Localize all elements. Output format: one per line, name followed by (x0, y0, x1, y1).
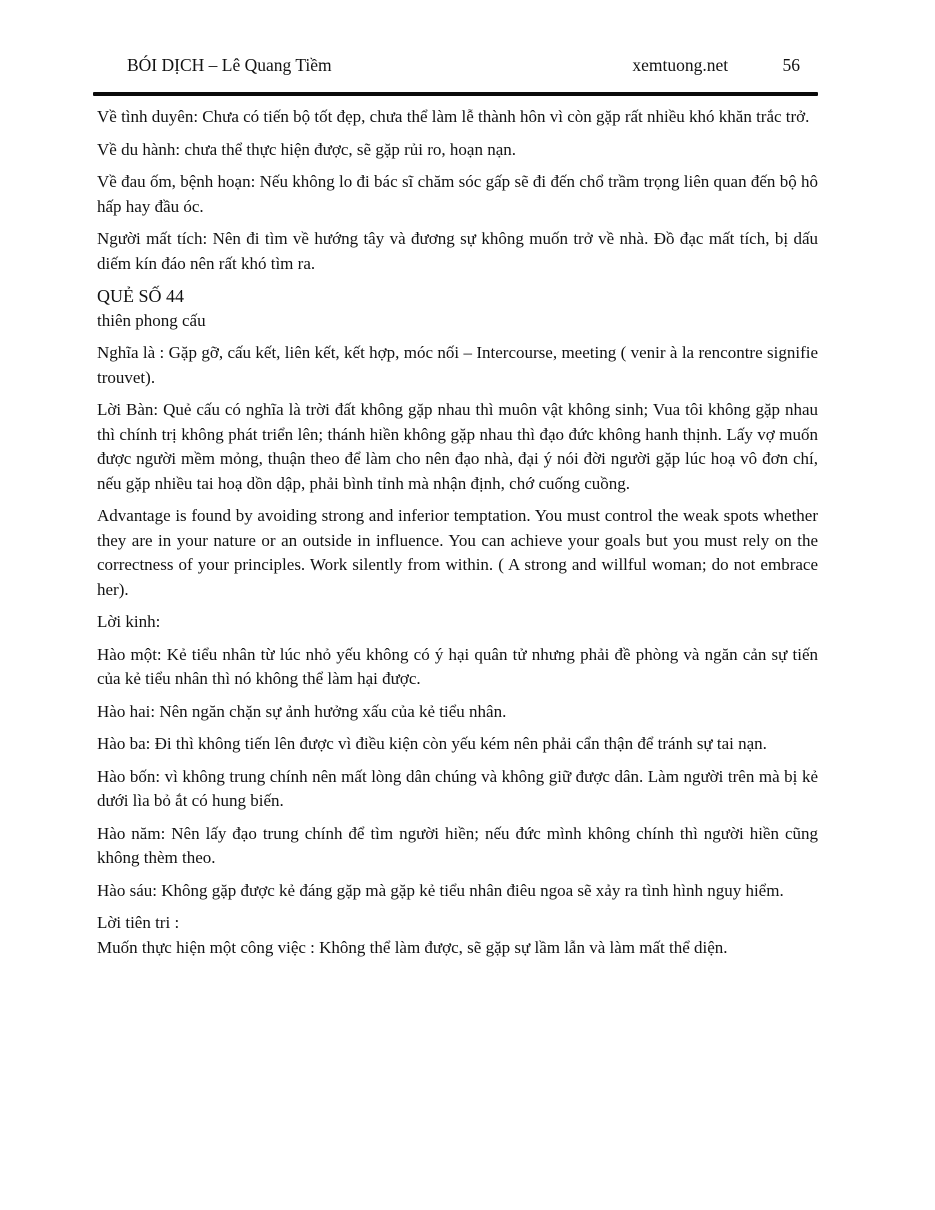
paragraph-love: Về tình duyên: Chưa có tiến bộ tốt đẹp, chưa thể làm lễ thành hôn vì còn gặp rất nhiều khó khăn trắc trở. (97, 107, 810, 126)
prophecy-text: Muốn thực hiện một công việc : Không thể làm được, sẽ gặp sự lầm lẫn và làm mất thể diện. (97, 937, 728, 957)
hexagram-name-subheading: thiên phong cấu (97, 310, 206, 330)
document-title: BÓI DỊCH – Lê Quang Tiềm (127, 55, 332, 75)
paragraph-travel: Về du hành: chưa thể thực hiện được, sẽ gặp rủi ro, hoạn nạn. (97, 139, 517, 159)
section-heading-block (97, 284, 818, 333)
paragraph-line-one: Hào một: Kẻ tiểu nhân từ lúc nhỏ yếu không có ý hại quân tử nhưng phải đề phòng và ngăn cản sự tiến của kẻ tiểu nhân thì nó không thể làm hại được. (97, 644, 818, 688)
site-name: xemtuong.net (632, 55, 729, 75)
paragraph-english-advice: Advantage is found by avoiding strong and inferior temptation. You must control the weak spots whether they are in your nature or an outside in influence. You can achieve your goals but you must rely on the correctness of your principles. Work silently from within. ( A strong and willful woman; do not embrace her). (97, 506, 818, 599)
paragraph-line-six: Hào sáu: Không gặp được kẻ đáng gặp mà gặp kẻ tiểu nhân điêu ngoa sẽ xảy ra tình hình nguy hiểm. (97, 880, 784, 900)
header-right-group (632, 54, 800, 76)
paragraph-line-five: Hào năm: Nên lấy đạo trung chính để tìm người hiền; nếu đức mình không chính thì người hiền cũng không thèm theo. (97, 823, 818, 867)
page-number: 56 (782, 55, 800, 75)
paragraph-meaning: Nghĩa là : Gặp gỡ, cấu kết, liên kết, kết hợp, móc nối – Intercourse, meeting ( venir à la rencontre signifie trouvet). (97, 343, 818, 387)
paragraph-line-three: Hào ba: Đi thì không tiến lên được vì điều kiện còn yếu kém nên phải cẩn thận để tránh sự tai nạn. (97, 734, 767, 753)
paragraph-illness: Về đau ốm, bệnh hoạn: Nếu không lo đi bác sĩ chăm sóc gấp sẽ đi đến chổ trầm trọng liên quan đến bộ hô hấp hay đầu óc. (97, 172, 818, 216)
paragraph-commentary: Lời Bàn: Quẻ cấu có nghĩa là trời đất không gặp nhau thì muôn vật không sinh; Vua tôi không gặp nhau thì chính trị không phát triển lên; thánh hiền không gặp nhau thì đạo đức không hanh thịnh. Lấy vợ muốn được người mềm mỏng, thuận theo để làm cho nên đạo nhà, đại ý nói đời người gặp lúc hoạ vô đơn chí, nếu gặp nhiều tai hoạ dồn dập, phải bình tỉnh mà nhận định, chớ cuống cuồng. (97, 400, 818, 493)
prophecy-block (97, 911, 818, 960)
paragraph-line-four: Hào bốn: vì không trung chính nên mất lòng dân chúng và không giữ được dân. Làm người trên mà bị kẻ dưới lìa bỏ ắt có hung biến. (97, 766, 818, 810)
paragraph-loi-kinh-label: Lời kinh: (97, 612, 161, 631)
paragraph-line-two: Hào hai: Nên ngăn chặn sự ảnh hưởng xấu của kẻ tiểu nhân. (97, 701, 507, 721)
page-content (97, 105, 818, 968)
prophecy-label: Lời tiên tri : (97, 913, 180, 932)
header-divider (93, 92, 818, 96)
page-header (93, 54, 818, 76)
paragraph-missing-person: Người mất tích: Nên đi tìm về hướng tây và đương sự không muốn trở về nhà. Đồ đạc mất tích, bị dấu diếm kín đáo nên rất khó tìm ra. (97, 229, 818, 273)
hexagram-number-heading: QUẺ SỐ 44 (97, 286, 185, 306)
